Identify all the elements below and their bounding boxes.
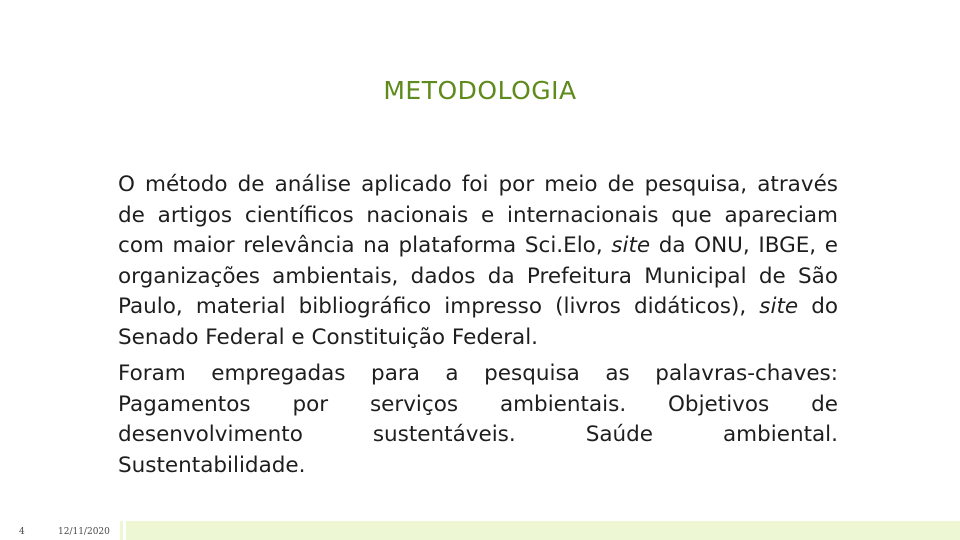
slide-title: METODOLOGIA <box>383 76 577 105</box>
keywords-line: desenvolvimento sustentáveis. Saúde ambiental. <box>118 422 838 447</box>
slide-number: 4 <box>19 527 25 537</box>
paragraph-text: da ONU, IBGE, e organizações ambientais, dados da Prefeitura Municipal de São Paulo, material bibliográfico impresso (livros didáticos), <box>118 233 838 319</box>
paragraph-italic-term: site <box>759 294 799 319</box>
paragraph-italic-term: site <box>611 233 651 258</box>
keywords-line: Sustentabilidade. <box>118 452 306 478</box>
slide-date: 12/11/2020 <box>58 527 110 537</box>
paragraph-text: do Senado Federal e Constituição Federal. <box>118 294 839 350</box>
footer-separator <box>120 521 123 540</box>
keywords-line: Pagamentos por serviços ambientais. Objetivos de <box>118 391 838 417</box>
footer-bar <box>126 521 960 540</box>
keywords-line: Foram empregadas para a pesquisa as palavras-chaves: <box>118 361 838 386</box>
slide-body <box>118 170 838 481</box>
keywords-paragraph <box>118 359 838 481</box>
paragraph-text: O método de análise aplicado foi por meio de pesquisa, através de artigos científicos nacionais e internacionais que apareciam com maior relevância na plataforma Sci.Elo, <box>118 172 838 258</box>
methodology-paragraph <box>118 170 838 353</box>
